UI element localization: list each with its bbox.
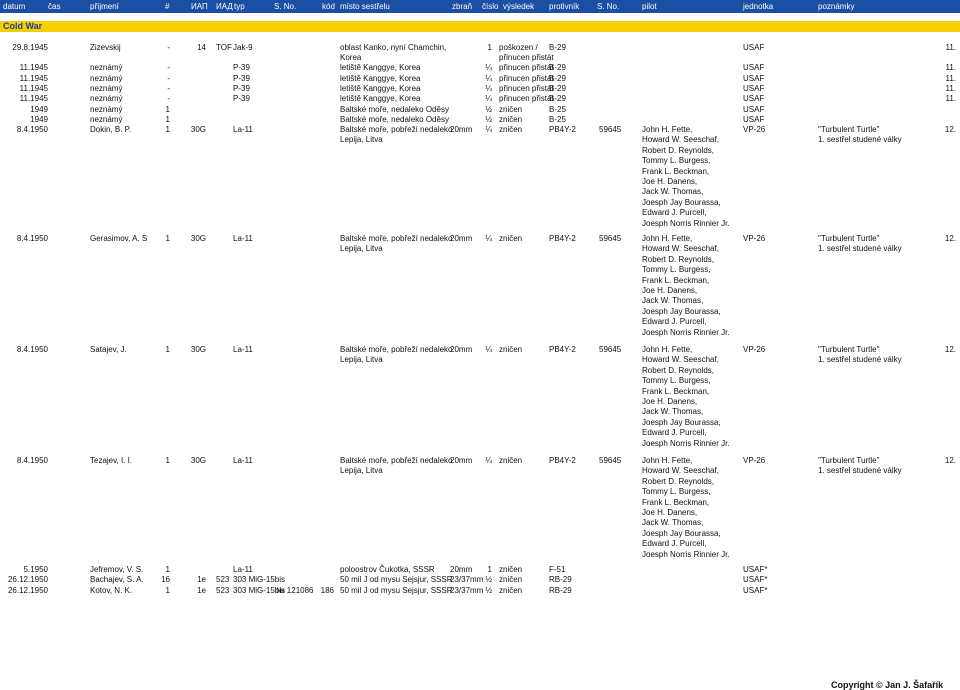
- cell-opponent: PB4Y-2: [549, 345, 576, 354]
- section-band: [0, 21, 960, 32]
- cell-count: ½: [485, 105, 492, 114]
- cell-iap: 30G: [190, 345, 206, 354]
- cell-unit: USAF: [743, 43, 765, 52]
- col-prijmeni: příjmení: [90, 2, 119, 11]
- cell-count: ½: [485, 586, 492, 595]
- cell-count: ¼: [485, 94, 492, 103]
- cell-name: neznámý: [90, 105, 123, 114]
- cell-name: neznámý: [90, 74, 123, 83]
- cell-num: 1: [165, 345, 170, 354]
- cell-date: 29.8.1945: [12, 43, 48, 52]
- cell-note: "Turbulent Turtle" 1. sestřel studené války: [818, 456, 902, 476]
- cell-date: 26.12.1950: [7, 586, 48, 595]
- cell-num: -: [167, 84, 170, 93]
- cell-typ: P-39: [233, 63, 250, 72]
- cell-unit: USAF: [743, 105, 765, 114]
- cell-extra: 11.: [945, 43, 956, 52]
- cell-unit: USAF: [743, 63, 765, 72]
- cell-name: neznámý: [90, 84, 123, 93]
- cell-unit: USAF: [743, 115, 765, 124]
- cell-date: 1949: [30, 115, 48, 124]
- cell-sno2: 59645: [599, 456, 622, 465]
- cell-unit: VP-26: [743, 456, 766, 465]
- cell-unit: USAF: [743, 84, 765, 93]
- cell-iap: 30G: [190, 456, 206, 465]
- cell-iap: 30G: [190, 125, 206, 134]
- cell-opponent: B-29: [549, 74, 566, 83]
- cell-place: Baltské moře, pobřeží nedaleko Lepija, Litva: [340, 456, 453, 476]
- cell-date: 1949: [30, 105, 48, 114]
- cell-unit: USAF: [743, 74, 765, 83]
- cell-num: 1: [165, 125, 170, 134]
- cell-unit: VP-26: [743, 345, 766, 354]
- cell-name: Zizevskij: [90, 43, 121, 52]
- cell-result: zničen: [499, 456, 523, 465]
- cell-count: ¼: [485, 125, 492, 134]
- cell-extra: 12.: [944, 234, 956, 243]
- cell-weapon: 23/37mm: [450, 575, 484, 584]
- cell-result: přinucen přistát: [499, 94, 554, 103]
- cell-unit: USAF: [743, 94, 765, 103]
- col-zbran: zbraň: [452, 2, 473, 11]
- cell-date: 11.1945: [19, 74, 48, 83]
- cell-opponent: PB4Y-2: [549, 234, 576, 243]
- col-cas: čas: [48, 2, 61, 11]
- cell-unit: USAF*: [743, 565, 768, 574]
- cell-iad: 523: [216, 586, 230, 595]
- cell-weapon: 20mm: [450, 345, 473, 354]
- cell-unit: USAF*: [743, 575, 768, 584]
- cell-typ: Jak-9: [233, 43, 253, 52]
- cell-typ: P-39: [233, 74, 250, 83]
- cell-weapon: 20mm: [450, 125, 473, 134]
- cell-typ: P-39: [233, 94, 250, 103]
- cell-extra: 12.: [944, 456, 956, 465]
- col-sno2: S. No.: [597, 2, 620, 11]
- cell-date: 5.1950: [23, 565, 48, 574]
- cell-date: 8.4.1950: [16, 234, 48, 243]
- cell-iap: 14: [197, 43, 206, 52]
- cell-num: 1: [165, 586, 170, 595]
- section-title: Cold War: [3, 21, 43, 31]
- cell-result: poškozen / přinucen přistát: [499, 43, 554, 63]
- cell-result: přinucen přistát: [499, 63, 554, 72]
- cell-name: neznámý: [90, 63, 123, 72]
- cell-count: ¼: [485, 84, 492, 93]
- col-poznamky: poznámky: [818, 2, 855, 11]
- cell-typ: La-11: [233, 125, 253, 134]
- cell-num: -: [167, 74, 170, 83]
- cell-iad: TOF: [216, 43, 232, 52]
- col-kod: kód: [322, 2, 335, 11]
- cell-name: Jefremov, V. S.: [90, 565, 144, 574]
- cell-sno2: 59645: [599, 234, 622, 243]
- cell-result: přinucen přistát: [499, 74, 554, 83]
- cell-date: 8.4.1950: [16, 345, 48, 354]
- cell-date: 11.1945: [19, 63, 48, 72]
- cell-date: 8.4.1950: [16, 456, 48, 465]
- cell-count: ¼: [485, 456, 492, 465]
- cell-name: Dokin, B. P.: [90, 125, 132, 134]
- cell-place: letiště Kanggye, Korea: [340, 74, 421, 83]
- cell-extra: 12.: [944, 345, 956, 354]
- cell-weapon: 20mm: [450, 234, 473, 243]
- cell-date: 8.4.1950: [16, 125, 48, 134]
- cell-result: zničen: [499, 105, 523, 114]
- cell-iap: 1e: [197, 575, 206, 584]
- cell-typ: 303 MiG-15bis: [233, 586, 286, 595]
- cell-pilot: John H. Fette, Howard W. Seeschaf, Robert D. Reynolds, Tommy L. Burgess, Frank L. Beckman, Joe H. Danens, Jack W. Thomas, Joesph Jay Bourassa, Edward J. Purcell, Joesph Norris Rinnier Jr.: [642, 345, 730, 448]
- cell-count: ¼: [485, 234, 492, 243]
- cell-name: Tezajev, I. I.: [90, 456, 133, 465]
- cell-place: 50 mil J od mysu Sejsjur, SSSR: [340, 586, 453, 595]
- cell-num: 1: [165, 115, 170, 124]
- cell-iap: 1e: [197, 586, 206, 595]
- cell-typ: P-39: [233, 84, 250, 93]
- cell-result: zničen: [499, 115, 523, 124]
- cell-num: 1: [165, 105, 170, 114]
- cell-place: Baltské moře, pobřeží nedaleko Lepija, Litva: [340, 234, 453, 254]
- cell-pilot: John H. Fette, Howard W. Seeschaf, Robert D. Reynolds, Tommy L. Burgess, Frank L. Beckman, Joe H. Danens, Jack W. Thomas, Joesph Jay Bourassa, Edward J. Purcell, Joesph Norris Rinnier Jr.: [642, 456, 730, 559]
- cell-typ: La-11: [233, 345, 253, 354]
- cell-name: Gerasimov, A. S: [90, 234, 148, 243]
- cell-extra: 12.: [944, 125, 956, 134]
- cell-note: "Turbulent Turtle" 1. sestřel studené války: [818, 234, 902, 254]
- cell-opponent: PB4Y-2: [549, 125, 576, 134]
- cell-place: Baltské moře, nedaleko Oděsy: [340, 105, 449, 114]
- cell-iad: 523: [216, 575, 230, 584]
- cell-count: ¼: [485, 63, 492, 72]
- cell-extra: 11.: [945, 63, 956, 72]
- cell-place: poloostrov Čukotka, SSSR: [340, 565, 435, 574]
- cell-note: "Turbulent Turtle" 1. sestřel studené války: [818, 345, 902, 365]
- cell-extra: 11.: [945, 94, 956, 103]
- col-misto: místo sestřelu: [340, 2, 390, 11]
- col-jednotka: jednotka: [743, 2, 774, 11]
- col-iad: ИАД: [216, 2, 233, 11]
- cell-opponent: PB4Y-2: [549, 456, 576, 465]
- cell-name: neznámý: [90, 94, 123, 103]
- col-iap: ИАП: [191, 2, 208, 11]
- col-sno: S. No.: [274, 2, 297, 11]
- cell-sno2: 59645: [599, 125, 622, 134]
- cell-date: 26.12.1950: [7, 575, 48, 584]
- cell-opponent: B-29: [549, 94, 566, 103]
- cell-weapon: 20mm: [450, 565, 473, 574]
- cell-result: zničen: [499, 575, 523, 584]
- cell-count: 1: [487, 565, 492, 574]
- cell-kod: 186: [320, 586, 334, 595]
- cell-result: přinucen přistát: [499, 84, 554, 93]
- cell-opponent: B-29: [549, 84, 566, 93]
- cell-result: zničen: [499, 586, 523, 595]
- col-pilot: pilot: [642, 2, 657, 11]
- cell-opponent: RB-29: [549, 575, 572, 584]
- cell-pilot: John H. Fette, Howard W. Seeschaf, Robert D. Reynolds, Tommy L. Burgess, Frank L. Beckman, Joe H. Danens, Jack W. Thomas, Joesph Jay Bourassa, Edward J. Purcell, Joesph Norris Rinnier Jr.: [642, 234, 730, 337]
- cell-sno2: 59645: [599, 345, 622, 354]
- cell-place: 50 mil J od mysu Sejsjur, SSSR: [340, 575, 453, 584]
- cell-opponent: RB-29: [549, 586, 572, 595]
- cell-opponent: B-29: [549, 63, 566, 72]
- cell-count: ½: [485, 115, 492, 124]
- cell-typ: La-11: [233, 234, 253, 243]
- cell-place: Baltské moře, pobřeží nedaleko Lepija, Litva: [340, 345, 453, 365]
- col-typ: typ: [234, 2, 245, 11]
- cell-num: 16: [161, 575, 170, 584]
- cell-result: zničen: [499, 125, 523, 134]
- cell-num: 1: [165, 234, 170, 243]
- cell-typ: La-11: [233, 565, 253, 574]
- cell-place: Baltské moře, pobřeží nedaleko Lepija, Litva: [340, 125, 453, 145]
- copyright: Copyright © Jan J. Šafařík: [831, 680, 944, 690]
- cell-opponent: B-29: [549, 43, 566, 52]
- cell-name: Kotov, N. K.: [90, 586, 133, 595]
- cell-place: letiště Kanggye, Korea: [340, 63, 421, 72]
- table-header: [0, 0, 960, 13]
- cell-opponent: B-25: [549, 115, 566, 124]
- cell-place: oblast Kanko, nyní Chamchin, Korea: [340, 43, 447, 63]
- cell-typ: La-11: [233, 456, 253, 465]
- cell-opponent: B-25: [549, 105, 566, 114]
- cell-num: -: [167, 63, 170, 72]
- cell-count: ¼: [485, 345, 492, 354]
- col-vysledek: výsledek: [503, 2, 535, 11]
- cell-weapon: 20mm: [450, 456, 473, 465]
- cell-extra: 11.: [945, 84, 956, 93]
- cell-typ: 303 MiG-15bis: [233, 575, 286, 584]
- cell-note: "Turbulent Turtle" 1. sestřel studené války: [818, 125, 902, 145]
- col-datum: datum: [3, 2, 26, 11]
- cell-place: letiště Kanggye, Korea: [340, 84, 421, 93]
- cell-name: Bachajev, S. A.: [90, 575, 144, 584]
- cell-num: -: [167, 94, 170, 103]
- cell-num: 1: [165, 565, 170, 574]
- col-number: #: [165, 2, 170, 11]
- cell-pilot: John H. Fette, Howard W. Seeschaf, Robert D. Reynolds, Tommy L. Burgess, Frank L. Beckman, Joe H. Danens, Jack W. Thomas, Joesph Jay Bourassa, Edward J. Purcell, Joesph Norris Rinnier Jr.: [642, 125, 730, 228]
- cell-name: neznámý: [90, 115, 123, 124]
- cell-unit: USAF*: [743, 586, 768, 595]
- cell-result: zničen: [499, 565, 523, 574]
- cell-iap: 30G: [190, 234, 206, 243]
- cell-place: Baltské moře, nedaleko Oděsy: [340, 115, 449, 124]
- col-protivnik: protivník: [549, 2, 580, 11]
- cell-unit: VP-26: [743, 125, 766, 134]
- cell-weapon: 23/37mm: [450, 586, 484, 595]
- col-cislo: číslo: [482, 2, 499, 11]
- cell-unit: VP-26: [743, 234, 766, 243]
- cell-num: 1: [165, 456, 170, 465]
- cell-sno: № 121086: [276, 586, 314, 595]
- cell-count: ½: [485, 575, 492, 584]
- cell-num: -: [167, 43, 170, 52]
- cell-result: zničen: [499, 345, 523, 354]
- cell-opponent: F-51: [549, 565, 566, 574]
- cell-place: letiště Kanggye, Korea: [340, 94, 421, 103]
- cell-count: 1: [487, 43, 492, 52]
- cell-result: zničen: [499, 234, 523, 243]
- cell-date: 11.1945: [19, 94, 48, 103]
- cell-extra: 11.: [945, 74, 956, 83]
- cell-date: 11.1945: [19, 84, 48, 93]
- cell-count: ¼: [485, 74, 492, 83]
- cell-name: Satajev, J.: [90, 345, 127, 354]
